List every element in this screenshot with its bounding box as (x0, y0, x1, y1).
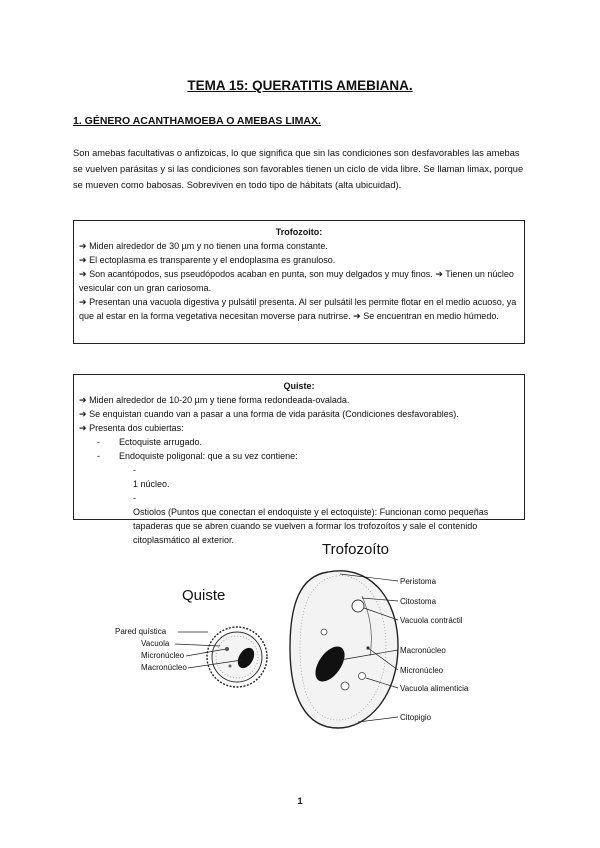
cyst-label: Macronúcleo (141, 663, 187, 672)
trofozoito-item: ➔ Son acantópodos, sus pseudópodos acaban en punta, son muy delgados y muy finos. ➔ Tienen un núcleo vesicular con un gran cariosoma. (79, 269, 514, 293)
arrow-icon: ➔ (79, 297, 87, 307)
cyst-label: Pared quística (115, 627, 167, 636)
quiste-sub-item: - Endoquiste poligonal: que a su vez contiene: (97, 451, 298, 461)
quiste-sub-sub-item: -Ostiolos (Puntos que conectan el endoquiste y el ectoquiste): Funcionan como pequeñas tapaderas que se abren cuando se vuelven a formar los trofozoítos y sale el contenido citoplasmático al exterior. (133, 493, 489, 545)
arrow-icon: ➔ (353, 311, 361, 321)
trofozoito-figure-title: Trofozoíto (322, 541, 389, 558)
trophozoite-label: Micronúcleo (400, 666, 444, 675)
amoeba-figure (100, 536, 530, 736)
trophozoite-label: Citopigio (400, 713, 432, 722)
quiste-item: ➔ Presenta dos cubiertas: (79, 423, 184, 433)
quiste-sub-sub-item: -1 núcleo. (133, 465, 170, 489)
quiste-item: ➔ Miden alrededor de 10-20 µm y tiene forma redondeada-ovalada. (79, 395, 350, 405)
trophozoite-label: Peristoma (400, 577, 437, 586)
intro-paragraph: Son amebas facultativas o anfizoicas, lo que significa que sin las condiciones son desfavorables las amebas se vuelven parásitas y si las condiciones son favorables tienen un ciclo de vida libre. Se llaman limax, porque se mueven como babosas. Sobreviven en todo tipo de hábitats (alta ubicuidad). (73, 148, 524, 190)
arrow-icon: ➔ (79, 241, 87, 251)
trophozoite-label: Macronúcleo (400, 646, 446, 655)
trofozoito-item: ➔ El ectoplasma es transparente y el endoplasma es granuloso. (79, 255, 336, 265)
trophozoite-label: Citostoma (400, 597, 437, 606)
arrow-icon: ➔ (435, 269, 443, 279)
arrow-icon: ➔ (79, 255, 87, 265)
trophozoite-label: Vacuola alimenticia (400, 684, 469, 693)
quiste-item: ➔ Se enquistan cuando van a pasar a una forma de vida parásita (Condiciones desfavorables). (79, 409, 459, 419)
trofozoito-item: ➔ Presentan una vacuola digestiva y pulsátil presenta. Al ser pulsátil les permite flotar en el medio acuoso, ya que al estar en la forma vegetativa necesitan moverse para nutrirse. ➔ Se encuentran en medio húmedo. (79, 297, 517, 321)
arrow-icon: ➔ (79, 269, 87, 279)
cyst-label: Micronúcleo (141, 651, 185, 660)
quiste-sub-item: - Ectoquiste arrugado. (97, 437, 203, 447)
cyst-drawing (207, 627, 267, 687)
trofozoito-item: ➔ Miden alrededor de 30 µm y no tienen una forma constante. (79, 241, 328, 251)
trophozoite-drawing (290, 571, 398, 728)
trophozoite-label: Vacuola contráctil (400, 616, 463, 625)
cyst-label: Vacuola (141, 639, 170, 648)
trofozoito-box (73, 220, 525, 344)
quiste-figure-title: Quiste (182, 587, 226, 604)
arrow-icon: ➔ (79, 423, 87, 433)
quiste-box-title: Quiste: (283, 381, 315, 391)
arrow-icon: ➔ (79, 395, 87, 405)
page-number: 1 (297, 796, 303, 806)
quiste-box (73, 374, 525, 545)
arrow-icon: ➔ (79, 409, 87, 419)
section-heading: 1. GÉNERO ACANTHAMOEBA O AMEBAS LIMAX. (73, 115, 321, 127)
page-title: TEMA 15: QUERATITIS AMEBIANA. (187, 78, 413, 93)
trofozoito-box-title: Trofozoito: (275, 227, 323, 237)
